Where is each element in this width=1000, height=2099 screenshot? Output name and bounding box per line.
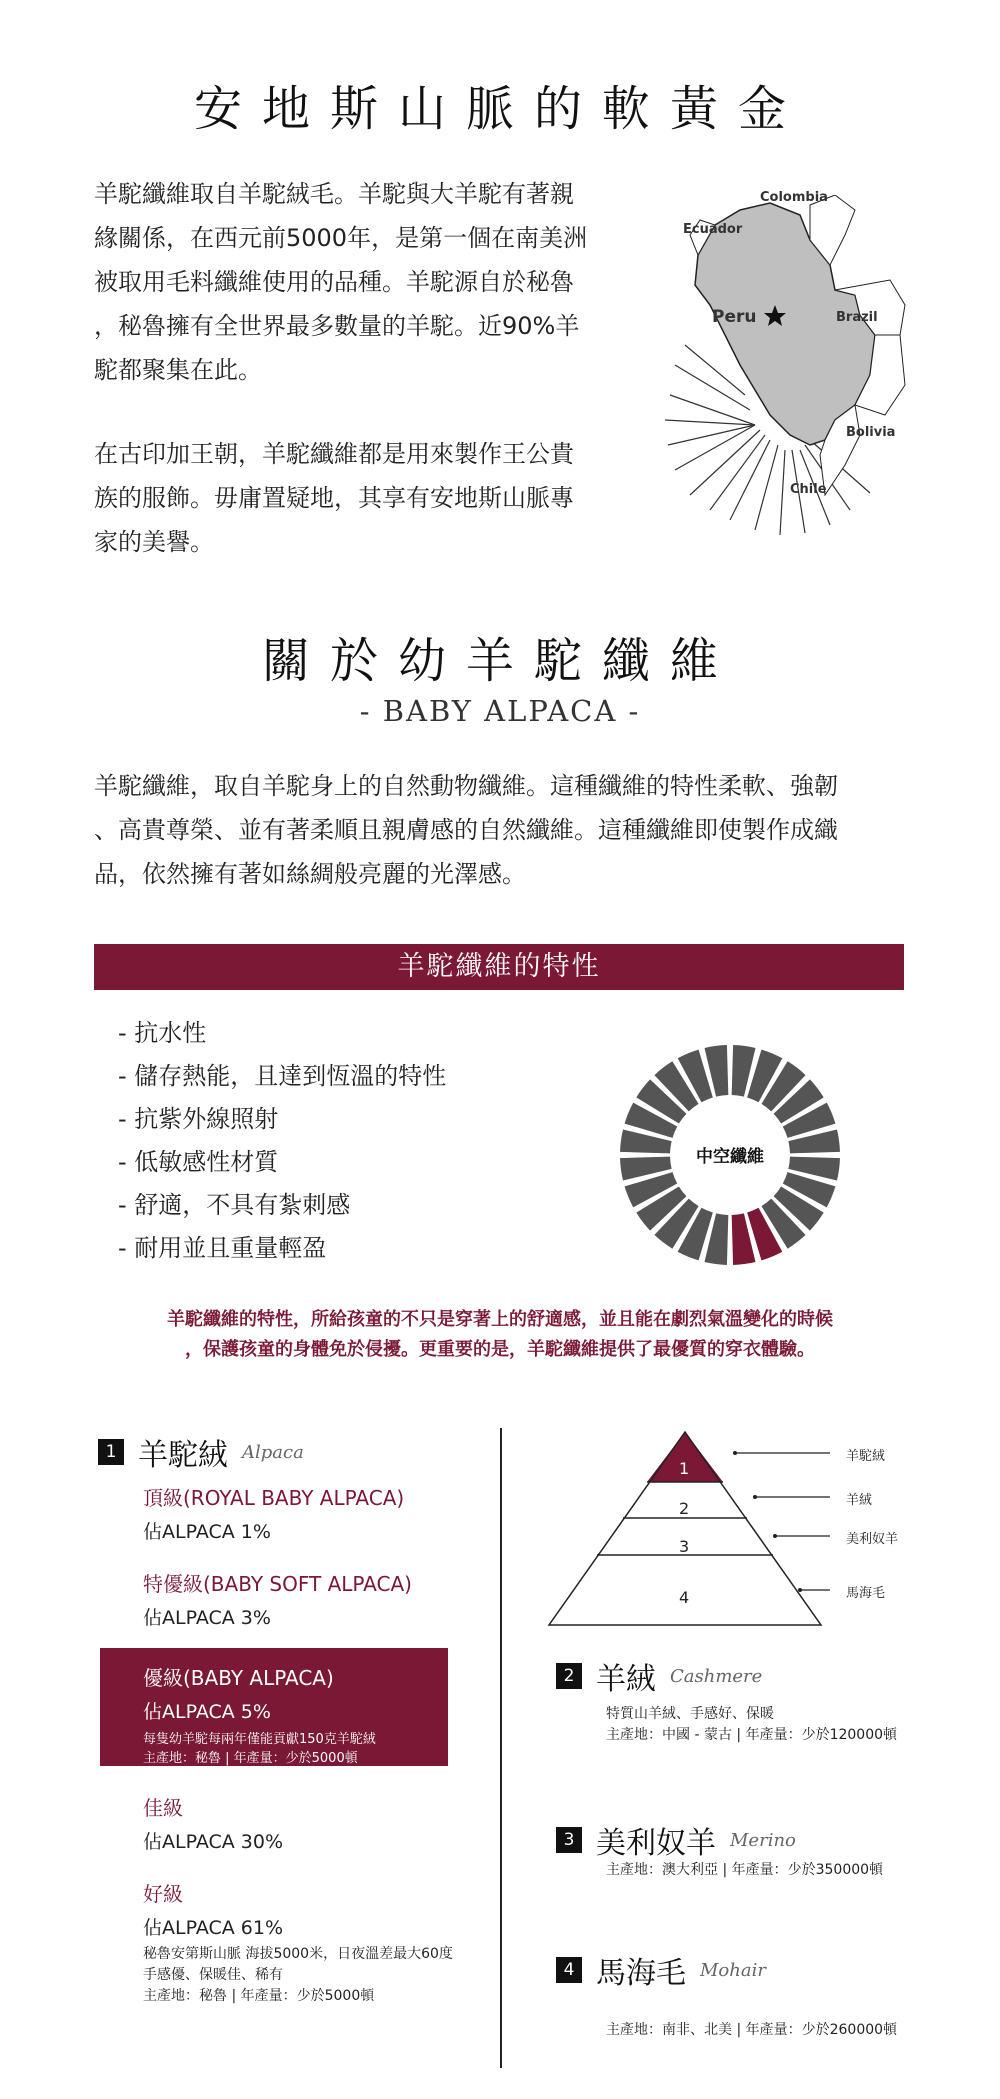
grade-detail: 秘魯安第斯山脈 海拔5000米，日夜溫差最大60度 xyxy=(143,1946,453,1962)
map-label-chile: Chile xyxy=(790,482,827,497)
grade-share: 佔ALPACA 30% xyxy=(143,1831,284,1853)
grade-share: 佔ALPACA 5% xyxy=(143,1701,271,1723)
cashmere-heading xyxy=(556,1654,762,1698)
peru-map xyxy=(660,195,910,540)
para-line: 被取用毛料纖維使用的品種。羊駝源自於秘魯 xyxy=(94,268,574,296)
section1-paragraph1 xyxy=(94,172,634,392)
number-badge: 1 xyxy=(98,1439,124,1465)
grade-title: 特優級(BABY SOFT ALPACA) xyxy=(143,1572,412,1596)
para-line: 駝都聚集在此。 xyxy=(94,356,262,384)
grade-share: 佔ALPACA 61% xyxy=(143,1917,284,1939)
grade-title: 頂級(ROYAL BABY ALPACA) xyxy=(143,1486,405,1510)
section1-paragraph2 xyxy=(94,432,634,564)
trait-item: - 儲存熱能，且達到恆溫的特性 xyxy=(118,1062,447,1090)
pyramid-level-1: 1 xyxy=(679,1459,690,1478)
pyramid-label-mohair: 馬海毛 xyxy=(846,1586,886,1601)
detail-line: 主產地：中國 - 蒙古 | 年產量：少於120000頓 xyxy=(606,1727,898,1743)
grade-baby-highlight xyxy=(100,1648,448,1766)
para-line: 在古印加王朝，羊駝纖維都是用來製作王公貴 xyxy=(94,440,574,468)
map-label-brazil: Brazil xyxy=(836,310,878,325)
pyramid-label-cashmere: 羊絨 xyxy=(846,1493,873,1508)
trait-item: - 耐用並且重量輕盈 xyxy=(118,1234,327,1262)
cashmere-details xyxy=(606,1704,897,1746)
pyramid-level-4: 4 xyxy=(679,1588,690,1607)
section1-title: 安地斯山脈的軟黃金 xyxy=(193,81,806,137)
number-badge: 3 xyxy=(556,1827,582,1853)
grade-detail: 主產地：秘魯 | 年產量：少於5000頓 xyxy=(143,1988,375,2004)
grade-good xyxy=(143,1792,283,1854)
para-line: 緣關係，在西元前5000年，是第一個在南美洲 xyxy=(94,224,588,252)
alpaca-heading xyxy=(98,1430,304,1474)
mohair-heading xyxy=(556,1948,766,1992)
section2-paragraph xyxy=(94,764,914,896)
trait-item: - 抗水性 xyxy=(118,1019,207,1047)
para-line: 品，依然擁有著如絲綢般亮麗的光澤感。 xyxy=(94,860,526,888)
merino-details: 主產地：澳大利亞 | 年產量：少於350000頓 xyxy=(606,1862,884,1878)
merino-title: 美利奴羊 xyxy=(596,1826,716,1861)
grade-fine xyxy=(143,1878,453,2007)
traits-list xyxy=(118,1012,446,1270)
grade-title: 好級 xyxy=(143,1882,183,1906)
para-line: 羊駝纖維，取自羊駝身上的自然動物纖維。這種纖維的特性柔軟、強韌 xyxy=(94,772,838,800)
cashmere-title: 羊絨 xyxy=(596,1662,656,1697)
mohair-title: 馬海毛 xyxy=(596,1956,686,1991)
number-badge: 2 xyxy=(556,1663,582,1689)
number-badge: 4 xyxy=(556,1957,582,1983)
mohair-script: Mohair xyxy=(700,1959,766,1981)
grade-share: 佔ALPACA 3% xyxy=(143,1607,271,1629)
pyramid-label-merino: 美利奴羊 xyxy=(846,1532,899,1547)
grade-title: 優級(BABY ALPACA) xyxy=(143,1666,334,1690)
map-label-ecuador: Ecuador xyxy=(683,222,743,237)
map-label-bolivia: Bolivia xyxy=(846,425,896,440)
merino-heading xyxy=(556,1818,796,1862)
section2-title: 關於幼羊駝纖維 xyxy=(261,633,738,689)
note-line: ，保護孩童的身體免於侵擾。更重要的是，羊駝纖維提供了最優質的穿衣體驗。 xyxy=(185,1339,815,1360)
map-label-peru: Peru xyxy=(712,307,757,327)
column-divider xyxy=(500,1428,502,2068)
grade-title: 佳級 xyxy=(143,1796,183,1820)
trait-item: - 抗紫外線照射 xyxy=(118,1105,279,1133)
para-line: 羊駝纖維取自羊駝絨毛。羊駝與大羊駝有著親 xyxy=(94,180,574,208)
pyramid-level-2: 2 xyxy=(679,1499,690,1518)
grade-detail: 手感優、保暖佳、稀有 xyxy=(143,1967,283,1983)
alpaca-script: Alpaca xyxy=(242,1441,304,1463)
grade-detail: 每隻幼羊駝每兩年僅能貢獻150克羊駝絨 xyxy=(143,1732,376,1747)
para-line: 、高貴尊榮、並有著柔順且親膚感的自然纖維。這種纖維即使製作成織 xyxy=(94,816,838,844)
cashmere-script: Cashmere xyxy=(670,1665,763,1687)
mohair-details: 主產地：南非、北美 | 年產量：少於260000頓 xyxy=(606,2022,898,2038)
note-line: 羊駝纖維的特性，所給孩童的不只是穿著上的舒適感，並且能在劇烈氣溫變化的時候 xyxy=(167,1309,833,1330)
grade-soft xyxy=(143,1568,412,1630)
grade-detail: 主產地：秘魯 | 年產量：少於5000頓 xyxy=(143,1751,358,1766)
grade-share: 佔ALPACA 1% xyxy=(143,1521,271,1543)
trait-item: - 低敏感性材質 xyxy=(118,1148,279,1176)
alpaca-title: 羊駝絨 xyxy=(138,1438,228,1473)
para-line: ，秘魯擁有全世界最多數量的羊駝。近90%羊 xyxy=(94,312,580,340)
para-line: 家的美譽。 xyxy=(94,528,214,556)
trait-item: - 舒適，不具有紮刺感 xyxy=(118,1191,351,1219)
section2-subtitle: - BABY ALPACA - xyxy=(359,694,641,728)
map-label-colombia: Colombia xyxy=(760,190,828,205)
para-line: 族的服飾。毋庸置疑地，其享有安地斯山脈專 xyxy=(94,484,574,512)
ring-center-label: 中空纖維 xyxy=(696,1147,764,1167)
detail-line: 特質山羊絨、手感好、保暖 xyxy=(606,1706,774,1722)
pyramid-label-alpaca: 羊駝絨 xyxy=(846,1449,886,1464)
pyramid-level-3: 3 xyxy=(679,1537,690,1556)
traits-note xyxy=(0,1305,1000,1365)
grade-royal xyxy=(143,1482,404,1544)
merino-script: Merino xyxy=(730,1829,796,1851)
traits-header-bar: 羊駝纖維的特性 xyxy=(94,944,904,990)
